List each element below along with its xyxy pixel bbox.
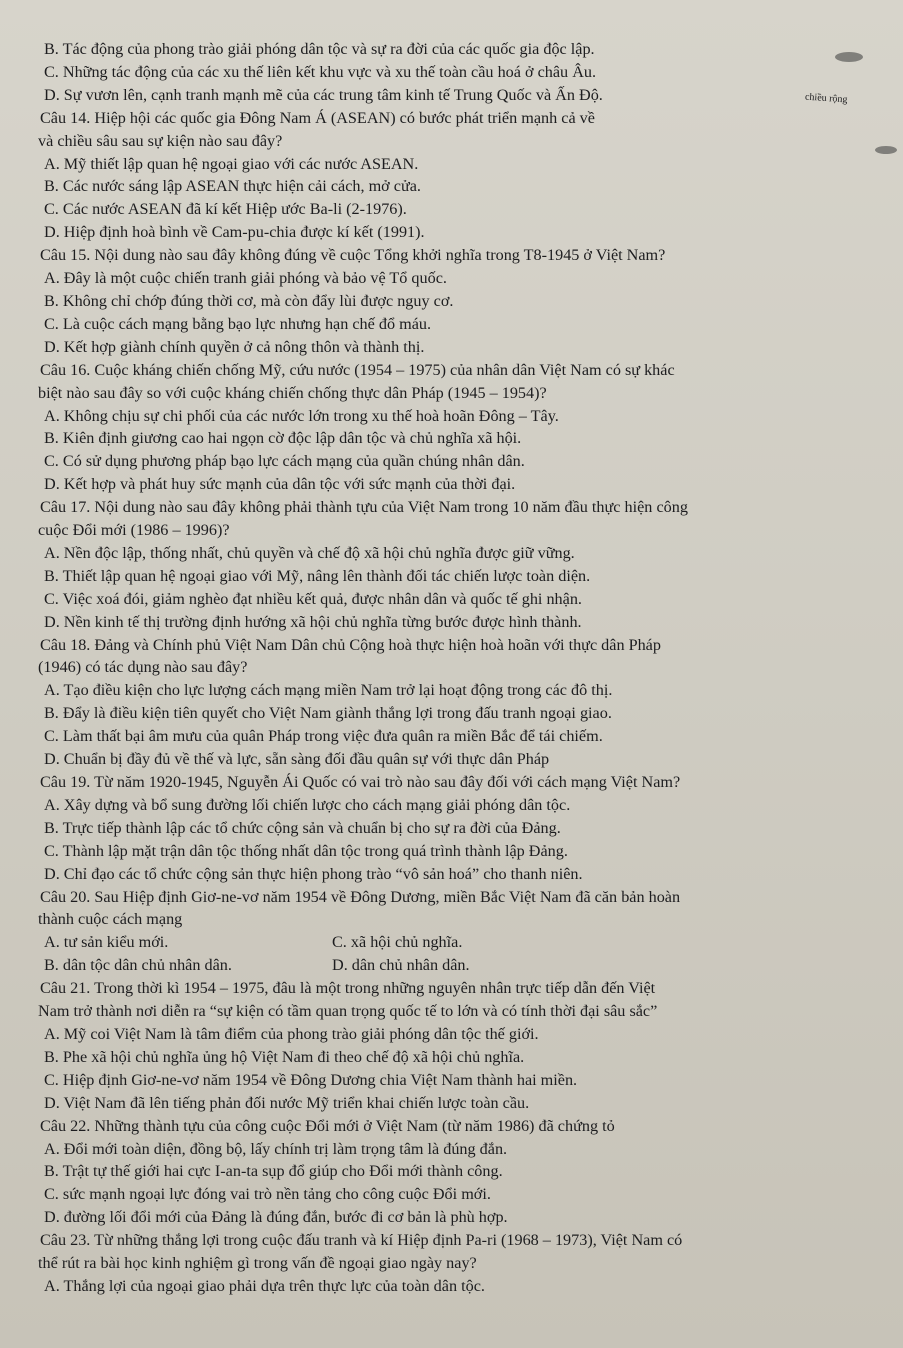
lines-line-5: A. Mỹ thiết lập quan hệ ngoại giao với các nước ASEAN. (44, 154, 419, 173)
lines-line-18: C. Có sử dụng phương pháp bạo lực cách mạng của quần chúng nhân dân. (44, 452, 525, 471)
lines-line-28: A. Tạo điều kiện cho lực lượng cách mạng miền Nam trở lại hoạt động trong các đô thị. (44, 681, 613, 700)
lines2-line-11: Câu 23. Từ những thắng lợi trong cuộc đấu tranh và kí Hiệp định Pa-ri (1968 – 1973), Việt Nam có (40, 1231, 683, 1250)
lines-line-1: C. Những tác động của các xu thế liên kết khu vực và xu thế toàn cầu hoá ở châu Âu. (44, 62, 597, 81)
lines2-line-13: A. Thắng lợi của ngoại giao phải dựa trên thực lực của toàn dân tộc. (44, 1276, 485, 1295)
q20-option-d: D. dân chủ nhân dân. (332, 956, 470, 975)
ink-smudge-1 (835, 52, 863, 62)
lines-line-34: B. Trực tiếp thành lập các tổ chức cộng sản và chuẩn bị cho sự ra đời của Đảng. (44, 818, 561, 837)
lines-line-36: D. Chỉ đạo các tổ chức cộng sản thực hiện phong trào “vô sản hoá” cho thanh niên. (44, 864, 583, 883)
lines-line-21: cuộc Đổi mới (1986 – 1996)? (38, 521, 230, 540)
lines-line-37: Câu 20. Sau Hiệp định Giơ-ne-vơ năm 1954 về Đông Dương, miền Bắc Việt Nam đã căn bản hoàn (40, 887, 681, 906)
lines-line-7: C. Các nước ASEAN đã kí kết Hiệp ước Ba-li (2-1976). (44, 200, 407, 219)
lines2-line-4: C. Hiệp định Giơ-ne-vơ năm 1954 về Đông Dương chia Việt Nam thành hai miền. (44, 1070, 578, 1089)
question-block-2 (38, 977, 863, 1298)
lines2-line-1: Nam trở thành nơi diễn ra “sự kiện có tầm quan trọng quốc tế to lớn và có tính thời đại sâu sắc” (38, 1002, 658, 1021)
lines2-line-12: thể rút ra bài học kinh nghiệm gì trong vấn đề ngoại giao ngày nay? (38, 1254, 477, 1273)
ink-smudge-2 (875, 146, 897, 154)
lines-line-11: B. Không chỉ chớp đúng thời cơ, mà còn đẩy lùi được nguy cơ. (44, 291, 454, 310)
lines-line-20: Câu 17. Nội dung nào sau đây không phải thành tựu của Việt Nam trong 10 năm đầu thực hiện công (40, 498, 688, 517)
lines-line-19: D. Kết hợp và phát huy sức mạnh của dân tộc với sức mạnh của thời đại. (44, 475, 516, 494)
lines-line-14: Câu 16. Cuộc kháng chiến chống Mỹ, cứu nước (1954 – 1975) của nhân dân Việt Nam có sự khác (40, 360, 675, 379)
lines-line-31: D. Chuẩn bị đầy đủ về thế và lực, sẵn sàng đối đầu quân sự với thực dân Pháp (44, 750, 550, 769)
lines2-line-3: B. Phe xã hội chủ nghĩa ủng hộ Việt Nam đi theo chế độ xã hội chủ nghĩa. (44, 1047, 525, 1066)
lines-line-6: B. Các nước sáng lập ASEAN thực hiện cải cách, mở cửa. (44, 177, 421, 196)
lines-line-38: thành cuộc cách mạng (38, 910, 183, 929)
lines-line-8: D. Hiệp định hoà bình về Cam-pu-chia được kí kết (1991). (44, 223, 425, 242)
lines-line-33: A. Xây dựng và bổ sung đường lối chiến lược cho cách mạng giải phóng dân tộc. (44, 795, 571, 814)
lines-line-3: Câu 14. Hiệp hội các quốc gia Đông Nam Á (ASEAN) có bước phát triển mạnh cả về (40, 108, 595, 127)
lines2-line-10: D. đường lối đổi mới của Đảng là đúng đắn, bước đi cơ bản là phù hợp. (44, 1208, 508, 1227)
lines-line-29: B. Đẩy là điều kiện tiên quyết cho Việt Nam giành thắng lợi trong đấu tranh ngoại giao. (44, 704, 612, 723)
lines-line-30: C. Làm thất bại âm mưu của quân Pháp trong việc đưa quân ra miền Bắc để tái chiếm. (44, 727, 603, 746)
lines-line-27: (1946) có tác dụng nào sau đây? (38, 658, 248, 677)
lines2-line-0: Câu 21. Trong thời kì 1954 – 1975, đâu là một trong những nguyên nhân trực tiếp dẫn đến Việt (40, 979, 656, 998)
q20-option-b: B. dân tộc dân chủ nhân dân. (44, 956, 232, 975)
lines-line-13: D. Kết hợp giành chính quyền ở cả nông thôn và thành thị. (44, 337, 425, 356)
lines-line-4: và chiều sâu sau sự kiện nào sau đây? (38, 131, 283, 150)
lines2-line-2: A. Mỹ coi Việt Nam là tâm điểm của phong trào giải phóng dân tộc thế giới. (44, 1024, 539, 1043)
q20-option-a: A. tư sản kiểu mới. (44, 933, 169, 952)
margin-note: chiều rộng (804, 91, 848, 106)
lines-line-24: C. Việc xoá đói, giảm nghèo đạt nhiều kết quả, được nhân dân và quốc tế ghi nhận. (44, 589, 582, 608)
lines2-line-6: Câu 22. Những thành tựu của công cuộc Đổi mới ở Việt Nam (từ năm 1986) đã chứng tỏ (40, 1116, 615, 1135)
lines-line-2: D. Sự vươn lên, cạnh tranh mạnh mẽ của các trung tâm kinh tế Trung Quốc và Ấn Độ. (44, 85, 603, 104)
lines-line-12: C. Là cuộc cách mạng bằng bạo lực nhưng hạn chế đổ máu. (44, 314, 432, 333)
lines-line-22: A. Nền độc lập, thống nhất, chủ quyền và chế độ xã hội chủ nghĩa được giữ vững. (44, 543, 575, 562)
lines-line-35: C. Thành lập mặt trận dân tộc thống nhất dân tộc trong quá trình thành lập Đảng. (44, 841, 568, 860)
lines-line-32: Câu 19. Từ năm 1920-1945, Nguyễn Ái Quốc có vai trò nào sau đây đối với cách mạng Việt Nam? (40, 773, 681, 791)
q20-options-row-1 (38, 931, 863, 954)
lines-line-16: A. Không chịu sự chi phối của các nước lớn trong xu thế hoà hoãn Đông – Tây. (44, 406, 559, 425)
q20-option-c: C. xã hội chủ nghĩa. (332, 933, 463, 952)
question-block-1 (38, 38, 863, 931)
lines2-line-9: C. sức mạnh ngoại lực đóng vai trò nền tảng cho công cuộc Đổi mới. (44, 1185, 491, 1204)
lines-line-26: Câu 18. Đảng và Chính phủ Việt Nam Dân chủ Cộng hoà thực hiện hoà hoãn với thực dân Pháp (40, 635, 661, 654)
lines-line-17: B. Kiên định giương cao hai ngọn cờ độc lập dân tộc và chủ nghĩa xã hội. (44, 429, 522, 448)
lines-line-15: biệt nào sau đây so với cuộc kháng chiến chống thực dân Pháp (1945 – 1954)? (38, 383, 547, 402)
lines2-line-8: B. Trật tự thế giới hai cực I-an-ta sụp đổ giúp cho Đổi mới thành công. (44, 1162, 503, 1181)
lines-line-23: B. Thiết lập quan hệ ngoại giao với Mỹ, nâng lên thành đối tác chiến lược toàn diện. (44, 566, 591, 585)
lines-line-9: Câu 15. Nội dung nào sau đây không đúng về cuộc Tổng khởi nghĩa trong T8-1945 ở Việt Nam? (40, 246, 666, 265)
lines-line-10: A. Đây là một cuộc chiến tranh giải phóng và bảo vệ Tổ quốc. (44, 269, 447, 288)
lines2-line-5: D. Việt Nam đã lên tiếng phản đối nước Mỹ triển khai chiến lược toàn cầu. (44, 1093, 530, 1112)
lines2-line-7: A. Đổi mới toàn diện, đồng bộ, lấy chính trị làm trọng tâm là đúng đắn. (44, 1139, 508, 1158)
lines-line-25: D. Nền kinh tế thị trường định hướng xã hội chủ nghĩa từng bước được hình thành. (44, 612, 582, 631)
q20-options-row-2 (38, 954, 863, 977)
lines-line-0: B. Tác động của phong trào giải phóng dân tộc và sự ra đời của các quốc gia độc lập. (44, 40, 595, 58)
